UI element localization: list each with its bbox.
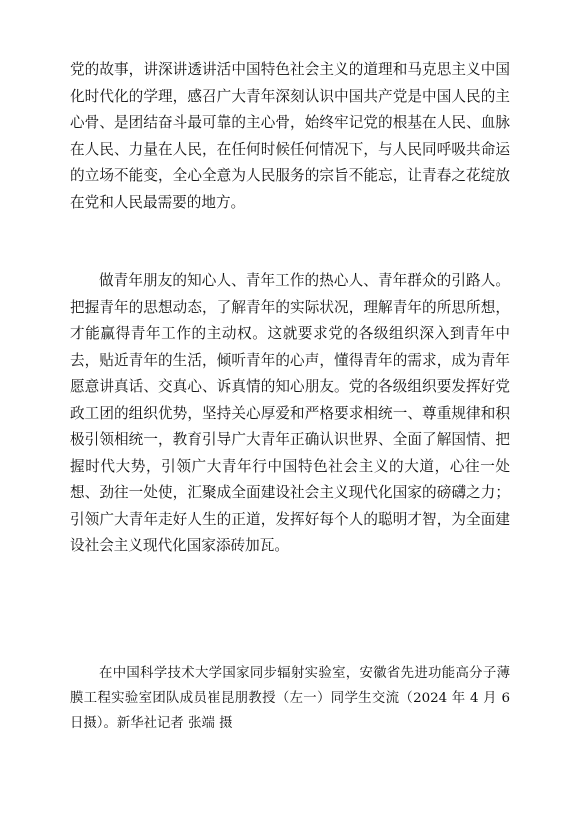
body-paragraph-2: 做青年朋友的知心人、青年工作的热心人、青年群众的引路人。把握青年的思想动态，了解青年的实际状况，理解青年的所思所想，才能赢得青年工作的主动权。这就要求党的各级组织深入到青年中去，贴近青年的生活，倾听青年的心声，懂得青年的需求，成为青年愿意讲真话、交真心、诉真情的知心朋友。党的各级组织要发挥好党政工团的组织优势，坚持关心厚爱和严格要求相统一、尊重规律和积极引领相统一，教育引导广大青年正确认识世界、全面了解国情、把握时代大势，引领广大青年行中国特色社会主义的大道，心往一处想、劲往一处使，汇聚成全面建设社会主义现代化国家的磅礴之力；引领广大青年走好人生的正道，发挥好每个人的聪明才智，为全面建设社会主义现代化国家添砖加瓦。 [70,272,510,554]
body-paragraph-1: 党的故事，讲深讲透讲活中国特色社会主义的道理和马克思主义中国化时代化的学理，感召广大青年深刻认识中国共产党是中国人民的主心骨、是团结奋斗最可靠的主心骨，始终牢记党的根基在人民、血脉在人民、力量在人民，在任何时候任何情况下，与人民同呼吸共命运的立场不能变，全心全意为人民服务的宗旨不能忘，让青春之花绽放在党和人民最需要的地方。 [70,61,510,211]
photo-caption: 在中国科学技术大学国家同步辐射实验室，安徽省先进功能高分子薄膜工程实验室团队成员崔昆朋教授（左一）同学生交流（2024 年 4 月 6 日摄）。新华社记者 张端 摄 [70,666,510,731]
